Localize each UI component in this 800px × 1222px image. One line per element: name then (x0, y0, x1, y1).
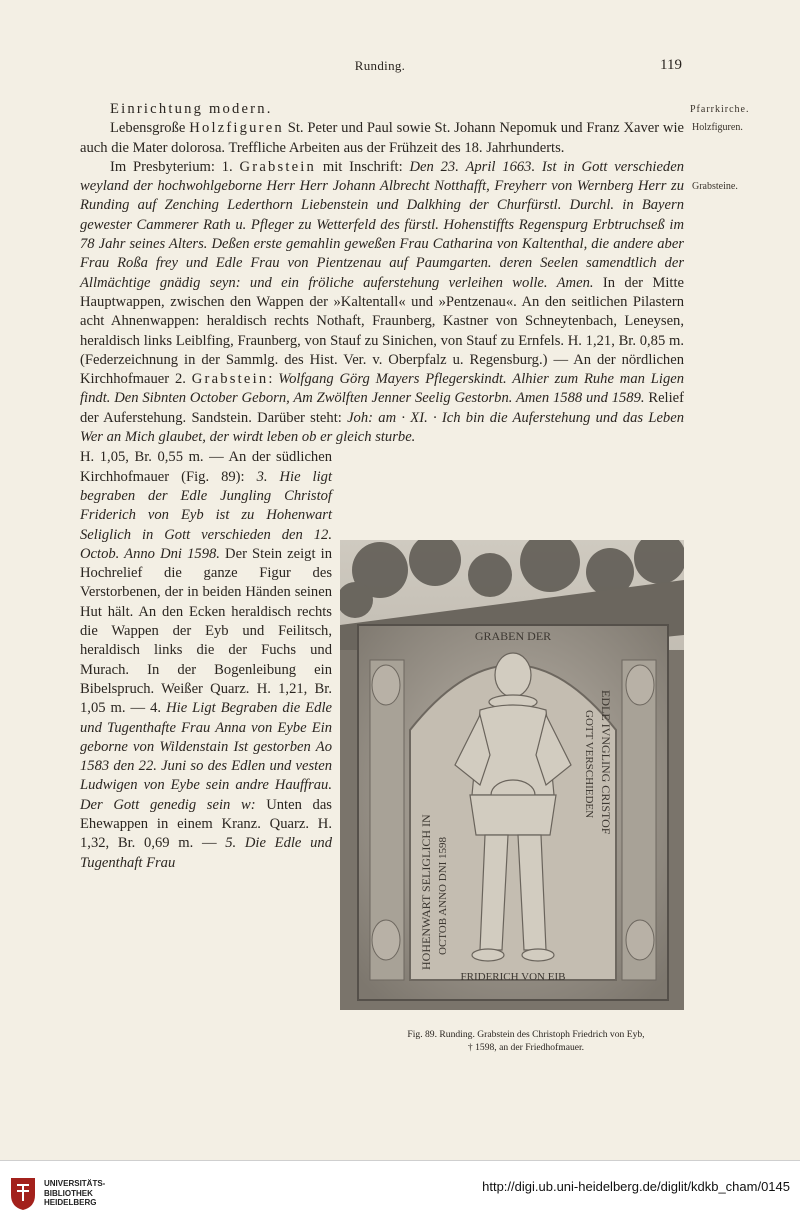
stone-text-right-2: GOTT VERSCHIEDEN (583, 710, 595, 819)
coat-of-arms-top-right (626, 665, 654, 705)
page-header (0, 58, 800, 78)
caption-line-1: Fig. 89. Runding. Grabstein des Christoph Friedrich von Eyb, (407, 1029, 645, 1040)
inscription-bible: Joh: am · XI. · Ich bin die Auferstehung und das Leben Wer an Mich glaubet, der wirdt leben ob er gleich sturbe. (80, 409, 684, 446)
running-title: Runding. (354, 58, 406, 73)
paragraph-grabsteine: Im Presbyterium: 1. Grabstein mit Inschrift: Den 23. April 1663. Ist in Gott verschieden weyland der hochwohlgeborne Herr Herr Johann Albrecht Notthafft, Freyherr von Wernberg Herr zu Runding auf Zenching Lederthorn Liebenstein und Dalkhing der Churfürstl. Durchl. in Bayern gewester Cammerer Rath u. Pfleger zu Wetterfeld des fürstl. Hohenstiffts Regenspurg Erbtruchseß im 78 Jahr seines Alters. Deßen erste gemahlin geweßen Frau Catharina von Kaltenthal, die andere aber Frau Roßa frey und Edle Frau von Pientzenau auf Paumgarten. deren Seelen samendtlich der Allmächtige gnädig seyn: und ein fröliche auferstehung verleihen wolle. Amen. In der Mitte Hauptwappen, zwischen den Wappen der »Kaltentall« und »Pentzenau«. An den seitlichen Pilastern acht Ahnenwappen: heraldisch rechts Nothaft, Fraunberg, Kastner von Schneytenbach, Leneysen, heraldisch links Leiblfing, Fraunberg, von Stauf zu Sinichen, von Stauf zu Ernfels. H. 1,21, Br. 0,85 m. (Federzeichnung in der Sammlg. des Hist. Ver. v. Oberpfalz u. Regensburg.) — An der nördlichen Kirchhofmauer 2. Grabstein: Wolfgang Görg Mayers Pflegerskindt. Alhier zum Ruhe man Ligen findt. Den Sibnten October Geborn, Am Zwölften Jenner Seelig Gestorbn. Amen 1588 und 1589. Relief der Auferstehung. Sandstein. Darüber steht: Joh: am · XI. · Ich bin die Auferstehung und das Leben Wer an Mich glaubet, der wirdt leben ob er gleich sturbe. (80, 158, 685, 446)
inscription-2: Wolfgang Görg Mayers Pflegerskindt. Alhier zum Ruhe man Ligen findt. Den Sibnten October Geborn, Am Zwölften Jenner Seelig Gestorbn. Amen 1588 und 1589. (80, 371, 685, 407)
inscription-3: 3. Hie ligt begraben der Edle Jungling Christof Friderich von Eyb ist zu Hohenwart Seliglich in Gott verschieden den 12. Octob. Anno Dni 1598. (80, 468, 332, 562)
paragraph-holzfiguren: Lebensgroße Holzfiguren St. Peter und Paul sowie St. Johann Nepomuk und Franz Xaver wie auch die Mater dolorosa. Treffliche Arbeiten aus der Frühzeit des 18. Jahrhunderts. (80, 120, 684, 156)
keyword-grabstein-2: Grabstein (191, 371, 269, 388)
stone-text-bottom: FRIDERICH VON EIB (460, 971, 566, 983)
margin-note-grabsteine: Grabsteine. (692, 181, 738, 192)
coat-of-arms-bottom-right (626, 920, 654, 960)
inscription-4: Hie Ligt Begraben die Edle und Tugenthafte Frau Anna von Eybe Ein geborne von Wildenstain Ist gestorben Ao 1583 den 22. Juni so des Edlen und vesten Ludwigen von Eybe sein andre Hauffrau. Der Gott genedig sein w: (80, 700, 333, 813)
university-library-logo-icon[interactable] (8, 1175, 38, 1211)
keyword-holzfiguren: Holzfiguren (189, 120, 284, 137)
permalink-url[interactable]: http://digi.ub.uni-heidelberg.de/diglit/kdkb_cham/0145 (482, 1179, 790, 1194)
page-number: 119 (660, 57, 682, 73)
figure-caption (340, 1028, 712, 1054)
margin-note-holzfiguren: Holzfiguren. (692, 122, 743, 133)
coat-of-arms-bottom-left (372, 920, 400, 960)
stone-text-right: EDLE IVNGLING CRISTOF (599, 690, 613, 835)
stone-text-left: HOHENWART SELIGLICH IN (419, 814, 433, 970)
coat-of-arms-top-left (372, 665, 400, 705)
stone-text-left-2: OCTOB ANNO DNI 1598 (437, 836, 449, 955)
library-name[interactable]: UNIVERSITÄTS- BIBLIOTHEK HEIDELBERG (44, 1179, 106, 1207)
stone-text-top: GRABEN DER (474, 629, 552, 643)
paragraph-einrichtung: Einrichtung modern. (110, 101, 273, 117)
inscription-1: Den 23. April 1663. Ist in Gott verschieden weyland der hochwohlgeborne Herr Herr Johann Albrecht Notthafft, Freyherr von Wernberg Herr zu Runding auf Zenching Lederthorn Liebenstein und Dalkhing der Churfürstl. Durchl. in Bayern gewester Cammerer Rath u. Pfleger zu Wetterfeld des fürstl. Hohenstiffts Regenspurg Erbtruchseß im 78 Jahr seines Alters. Deßen erste gemahlin geweßen Frau Catharina von Kaltenthal, die andere aber Frau Roßa frey und Edle Frau von Pientzenau auf Paumgarten. deren Seelen samendtlich der Allmächtige gnädig seyn: und ein fröliche auferstehung verleihen wolle. Amen. (80, 158, 684, 291)
footer-bar (0, 1160, 800, 1222)
tombstone-photo (340, 540, 684, 1010)
keyword-grabstein-1: Grabstein (239, 158, 317, 175)
caption-line-2: † 1598, an der Friedhofmauer. (467, 1042, 585, 1053)
margin-note-pfarrkirche: Pfarrkirche. (690, 104, 750, 115)
figure-89-photo (340, 540, 684, 1010)
inscription-5: 5. Die Edle und Tugenthaft Frau (80, 835, 332, 871)
paragraph-column: H. 1,05, Br. 0,55 m. — An der südlichen Kirchhofmauer (Fig. 89): 3. Hie ligt begraben der Edle Jungling Christof Friderich von Eyb ist zu Hohenwart Seliglich in Gott verschieden den 12. Octob. Anno Dni 1598. Der Stein zeigt in Hochrelief die ganze Figur des Verstorbenen, der in beiden Händen seinen Hut hält. An den Ecken heraldisch rechts die Wappen der Eyb und Feilitsch, heraldisch links die der Fuchs und Murach. In der Bogenleibung ein Bibelspruch. Weißer Quarz. H. 1,21, Br. 1,05 m. — 4. Hie Ligt Begraben die Edle und Tugenthafte Frau Anna von Eybe Ein geborne von Wildenstain Ist gestorben Ao 1583 den 22. Juni so des Edlen und vesten Ludwigen von Eybe sein andre Hauffrau. Der Gott genedig sein w: Unten das Ehewappen in einem Kranz. Quarz. H. 1,32, Br. 0,69 m. — 5. Die Edle und Tugenthaft Frau (80, 449, 333, 871)
